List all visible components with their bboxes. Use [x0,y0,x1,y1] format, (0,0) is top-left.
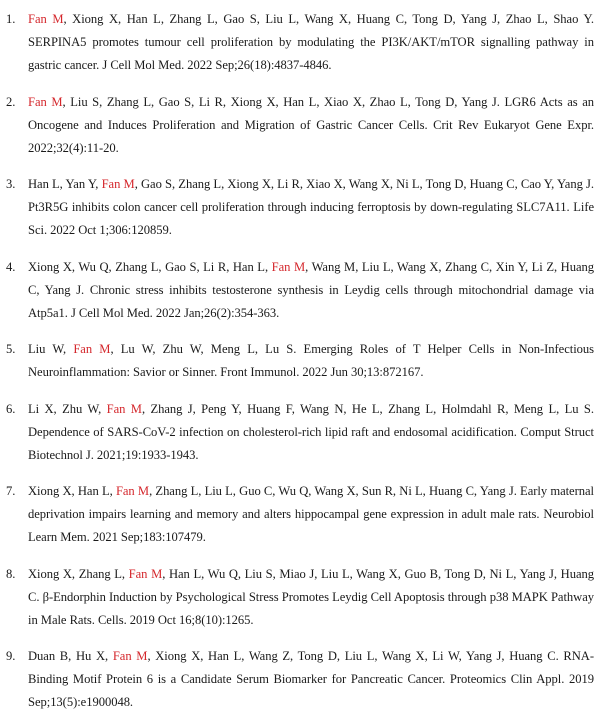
authors-before: Xiong X, Han L, [28,484,116,498]
citation-rest: , Liu S, Zhang L, Gao S, Li R, Xiong X, Han L, Xiao X, Zhao L, Tong D, Yang J. LGR6 Acts as an Oncogene and Induces Proliferation and Migration of Gastric Cancer Cells. Crit Rev Eukaryot Gene Expr. 2022;32(4):11-20. [28,94,594,155]
authors-before: Li X, Zhu W, [28,401,107,416]
reference-number: 7. [6,484,16,498]
reference-item [6,8,594,77]
citation-rest: , Zhang L, Liu L, Guo C, Wu Q, Wang X, Sun R, Ni L, Huang C, Yang J. Early maternal deprivation impairs learning and memory and alters hippocampal gene expression in adult male rats. Neurobiol Learn Mem. 2021 Sep;183:107479. [28,484,594,544]
citation-rest: , Lu W, Zhu W, Meng L, Lu S. Emerging Roles of T Helper Cells in Non-Infectious Neuroinflammation: Savior or Sinner. Front Immunol. 2022 Jun 30;13:872167. [28,342,594,379]
reference-item [6,91,594,160]
highlighted-author: Fan M [115,484,150,498]
reference-text [28,173,594,242]
citation-rest: , Zhang J, Peng Y, Huang F, Wang N, He L, Zhang L, Holmdahl R, Meng L, Lu S. Dependence of SARS-CoV-2 infection on cholesterol-rich lipid raft and endosomal acidification. Comput Struct Biotechnol J. 2021;19:1933-1943. [28,401,594,462]
reference-item [6,645,594,714]
highlighted-author: Fan M [106,401,142,416]
reference-number: 8. [6,566,16,581]
reference-text [28,91,594,160]
reference-item [6,256,594,325]
reference-number: 4. [6,259,16,274]
authors-before: Xiong X, Wu Q, Zhang L, Gao S, Li R, Han L, [28,259,272,274]
reference-number: 5. [6,342,16,356]
highlighted-author: Fan M [271,259,306,274]
reference-text [28,256,594,325]
citation-rest: , Han L, Wu Q, Liu S, Miao J, Liu L, Wang X, Guo B, Tong D, Ni L, Yang J, Huang C. β-Endorphin Induction by Psychological Stress Promotes Leydig Cell Apoptosis through p38 MAPK Pathway in Male Rats. Cells. 2019 Oct 16;8(10):1265. [28,566,594,627]
authors-before: Liu W, [28,342,74,356]
highlighted-author: Fan M [112,649,148,663]
citation-rest: , Gao S, Zhang L, Xiong X, Li R, Xiao X, Wang X, Ni L, Tong D, Huang C, Cao Y, Yang J. Pt3R5G inhibits colon cancer cell proliferation through inducing ferroptosis by down-regulating SLC7A11. Life Sci. 2022 Oct 1;306:120859. [28,177,594,237]
reference-text [28,563,594,632]
citation-rest: , Xiong X, Han L, Zhang L, Gao S, Liu L, Wang X, Huang C, Tong D, Yang J, Zhao L, Shao Y. SERPINA5 promotes tumour cell proliferation by modulating the PI3K/AKT/mTOR signalling pathway in gastric cancer. J Cell Mol Med. 2022 Sep;26(18):4837-4846. [28,12,594,72]
reference-number: 9. [6,649,16,663]
reference-number: 2. [6,94,16,109]
highlighted-author: Fan M [28,12,64,26]
highlighted-author: Fan M [28,94,63,109]
reference-item [6,173,594,242]
reference-text [28,8,594,77]
reference-text [28,398,594,467]
highlighted-author: Fan M [128,566,163,581]
citation-rest: , Wang M, Liu L, Wang X, Zhang C, Xin Y, Li Z, Huang C, Yang J. Chronic stress inhibits testosterone synthesis in Leydig cells through mitochondrial damage via Atp5a1. J Cell Mol Med. 2022 Jan;26(2):354-363. [28,259,594,320]
reference-number: 3. [6,177,16,191]
citation-rest: , Xiong X, Han L, Wang Z, Tong D, Liu L, Wang X, Li W, Yang J, Huang C. RNA-Binding Motif Protein 6 is a Candidate Serum Biomarker for Pancreatic Cancer. Proteomics Clin Appl. 2019 Sep;13(5):e1900048. [28,649,594,709]
reference-text [28,480,594,549]
highlighted-author: Fan M [101,177,135,191]
highlighted-author: Fan M [73,342,111,356]
authors-before: Xiong X, Zhang L, [28,566,129,581]
reference-item [6,480,594,549]
reference-text [28,338,594,384]
authors-before: Han L, Yan Y, [28,177,102,191]
authors-before: Duan B, Hu X, [28,649,113,663]
reference-text [28,645,594,714]
reference-number: 6. [6,401,16,416]
reference-number: 1. [6,12,16,26]
reference-item [6,338,594,384]
reference-item [6,398,594,467]
reference-item [6,563,594,632]
